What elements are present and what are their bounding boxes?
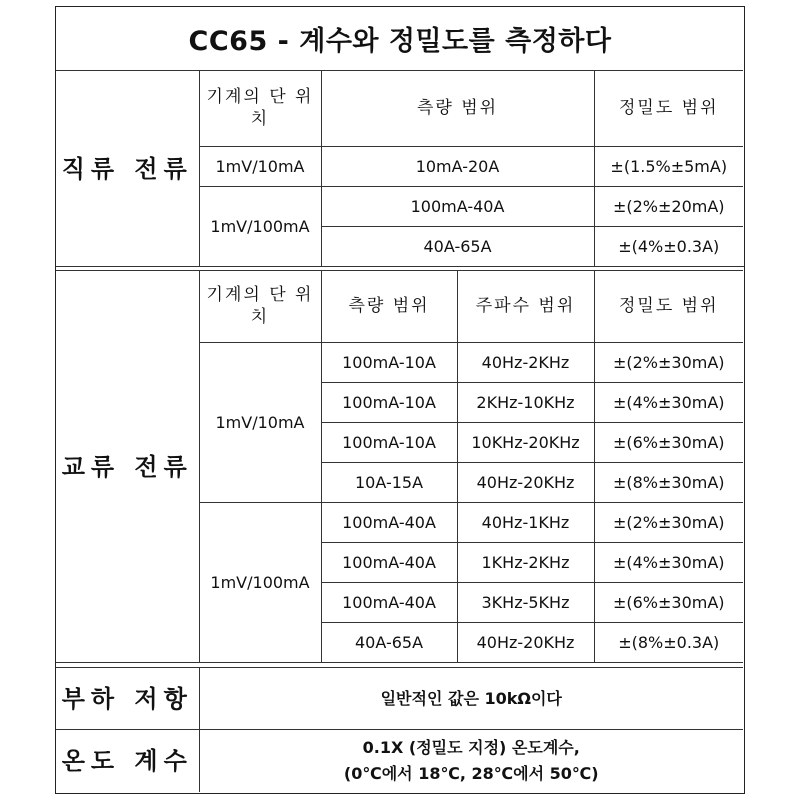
ac-table [56, 270, 743, 663]
spec-sheet [55, 6, 745, 794]
load-section-label: 부하 저항 [56, 668, 199, 730]
dc-header-range: 측량 범위 [321, 71, 594, 147]
table-cell: 100mA-10A [321, 383, 457, 423]
table-cell: 1mV/100mA [199, 187, 321, 267]
table-cell: 100mA-40A [321, 543, 457, 583]
table-cell: 40Hz-2KHz [457, 343, 594, 383]
dc-header-accuracy: 정밀도 범위 [594, 71, 743, 147]
table-cell: 40A-65A [321, 227, 594, 267]
table-cell: ±(1.5%±5mA) [594, 147, 743, 187]
table-cell: ±(2%±30mA) [594, 343, 743, 383]
page-title: CC65 - 계수와 정밀도를 측정하다 [188, 26, 612, 57]
dc-header-unit: 기계의 단 위치 [199, 71, 321, 147]
dc-table [56, 70, 743, 267]
table-cell: 40Hz-1KHz [457, 503, 594, 543]
table-cell: 40Hz-20KHz [457, 463, 594, 503]
table-cell: 1mV/10mA [199, 147, 321, 187]
table-cell: 1mV/100mA [199, 503, 321, 663]
ac-section-label: 교류 전류 [56, 271, 199, 663]
ac-header-unit: 기계의 단 위치 [199, 271, 321, 343]
temp-section-label: 온도 계수 [56, 730, 199, 792]
table-cell: 2KHz-10KHz [457, 383, 594, 423]
ac-header-range: 측량 범위 [321, 271, 457, 343]
table-cell: 100mA-10A [321, 343, 457, 383]
table-cell: ±(4%±30mA) [594, 383, 743, 423]
table-cell: ±(4%±30mA) [594, 543, 743, 583]
table-cell: ±(2%±20mA) [594, 187, 743, 227]
table-cell: 100mA-40A [321, 187, 594, 227]
dc-section-label: 직류 전류 [56, 71, 199, 267]
table-cell: 10mA-20A [321, 147, 594, 187]
table-cell: 40Hz-20KHz [457, 623, 594, 663]
table-cell: ±(8%±30mA) [594, 463, 743, 503]
table-cell: ±(6%±30mA) [594, 423, 743, 463]
table-cell: 1KHz-2KHz [457, 543, 594, 583]
temp-line-1: 0.1X (정밀도 지정) 온도계수, [362, 738, 580, 758]
ac-header-accuracy: 정밀도 범위 [594, 271, 743, 343]
table-cell: 1mV/10mA [199, 343, 321, 503]
table-cell: 100mA-40A [321, 503, 457, 543]
table-cell: 100mA-10A [321, 423, 457, 463]
table-cell: ±(4%±0.3A) [594, 227, 743, 267]
table-cell: ±(2%±30mA) [594, 503, 743, 543]
ac-header-frequency: 주파수 범위 [457, 271, 594, 343]
table-cell: 3KHz-5KHz [457, 583, 594, 623]
misc-table [56, 667, 743, 792]
table-cell: 10A-15A [321, 463, 457, 503]
table-cell: 100mA-40A [321, 583, 457, 623]
temp-line-2: (0℃에서 18℃, 28℃에서 50℃) [343, 763, 599, 783]
table-cell: ±(6%±30mA) [594, 583, 743, 623]
table-cell: 10KHz-20KHz [457, 423, 594, 463]
load-value: 일반적인 값은 10kΩ이다 [199, 668, 743, 730]
table-cell: ±(8%±0.3A) [594, 623, 743, 663]
temp-value [199, 730, 743, 792]
table-cell: 40A-65A [321, 623, 457, 663]
